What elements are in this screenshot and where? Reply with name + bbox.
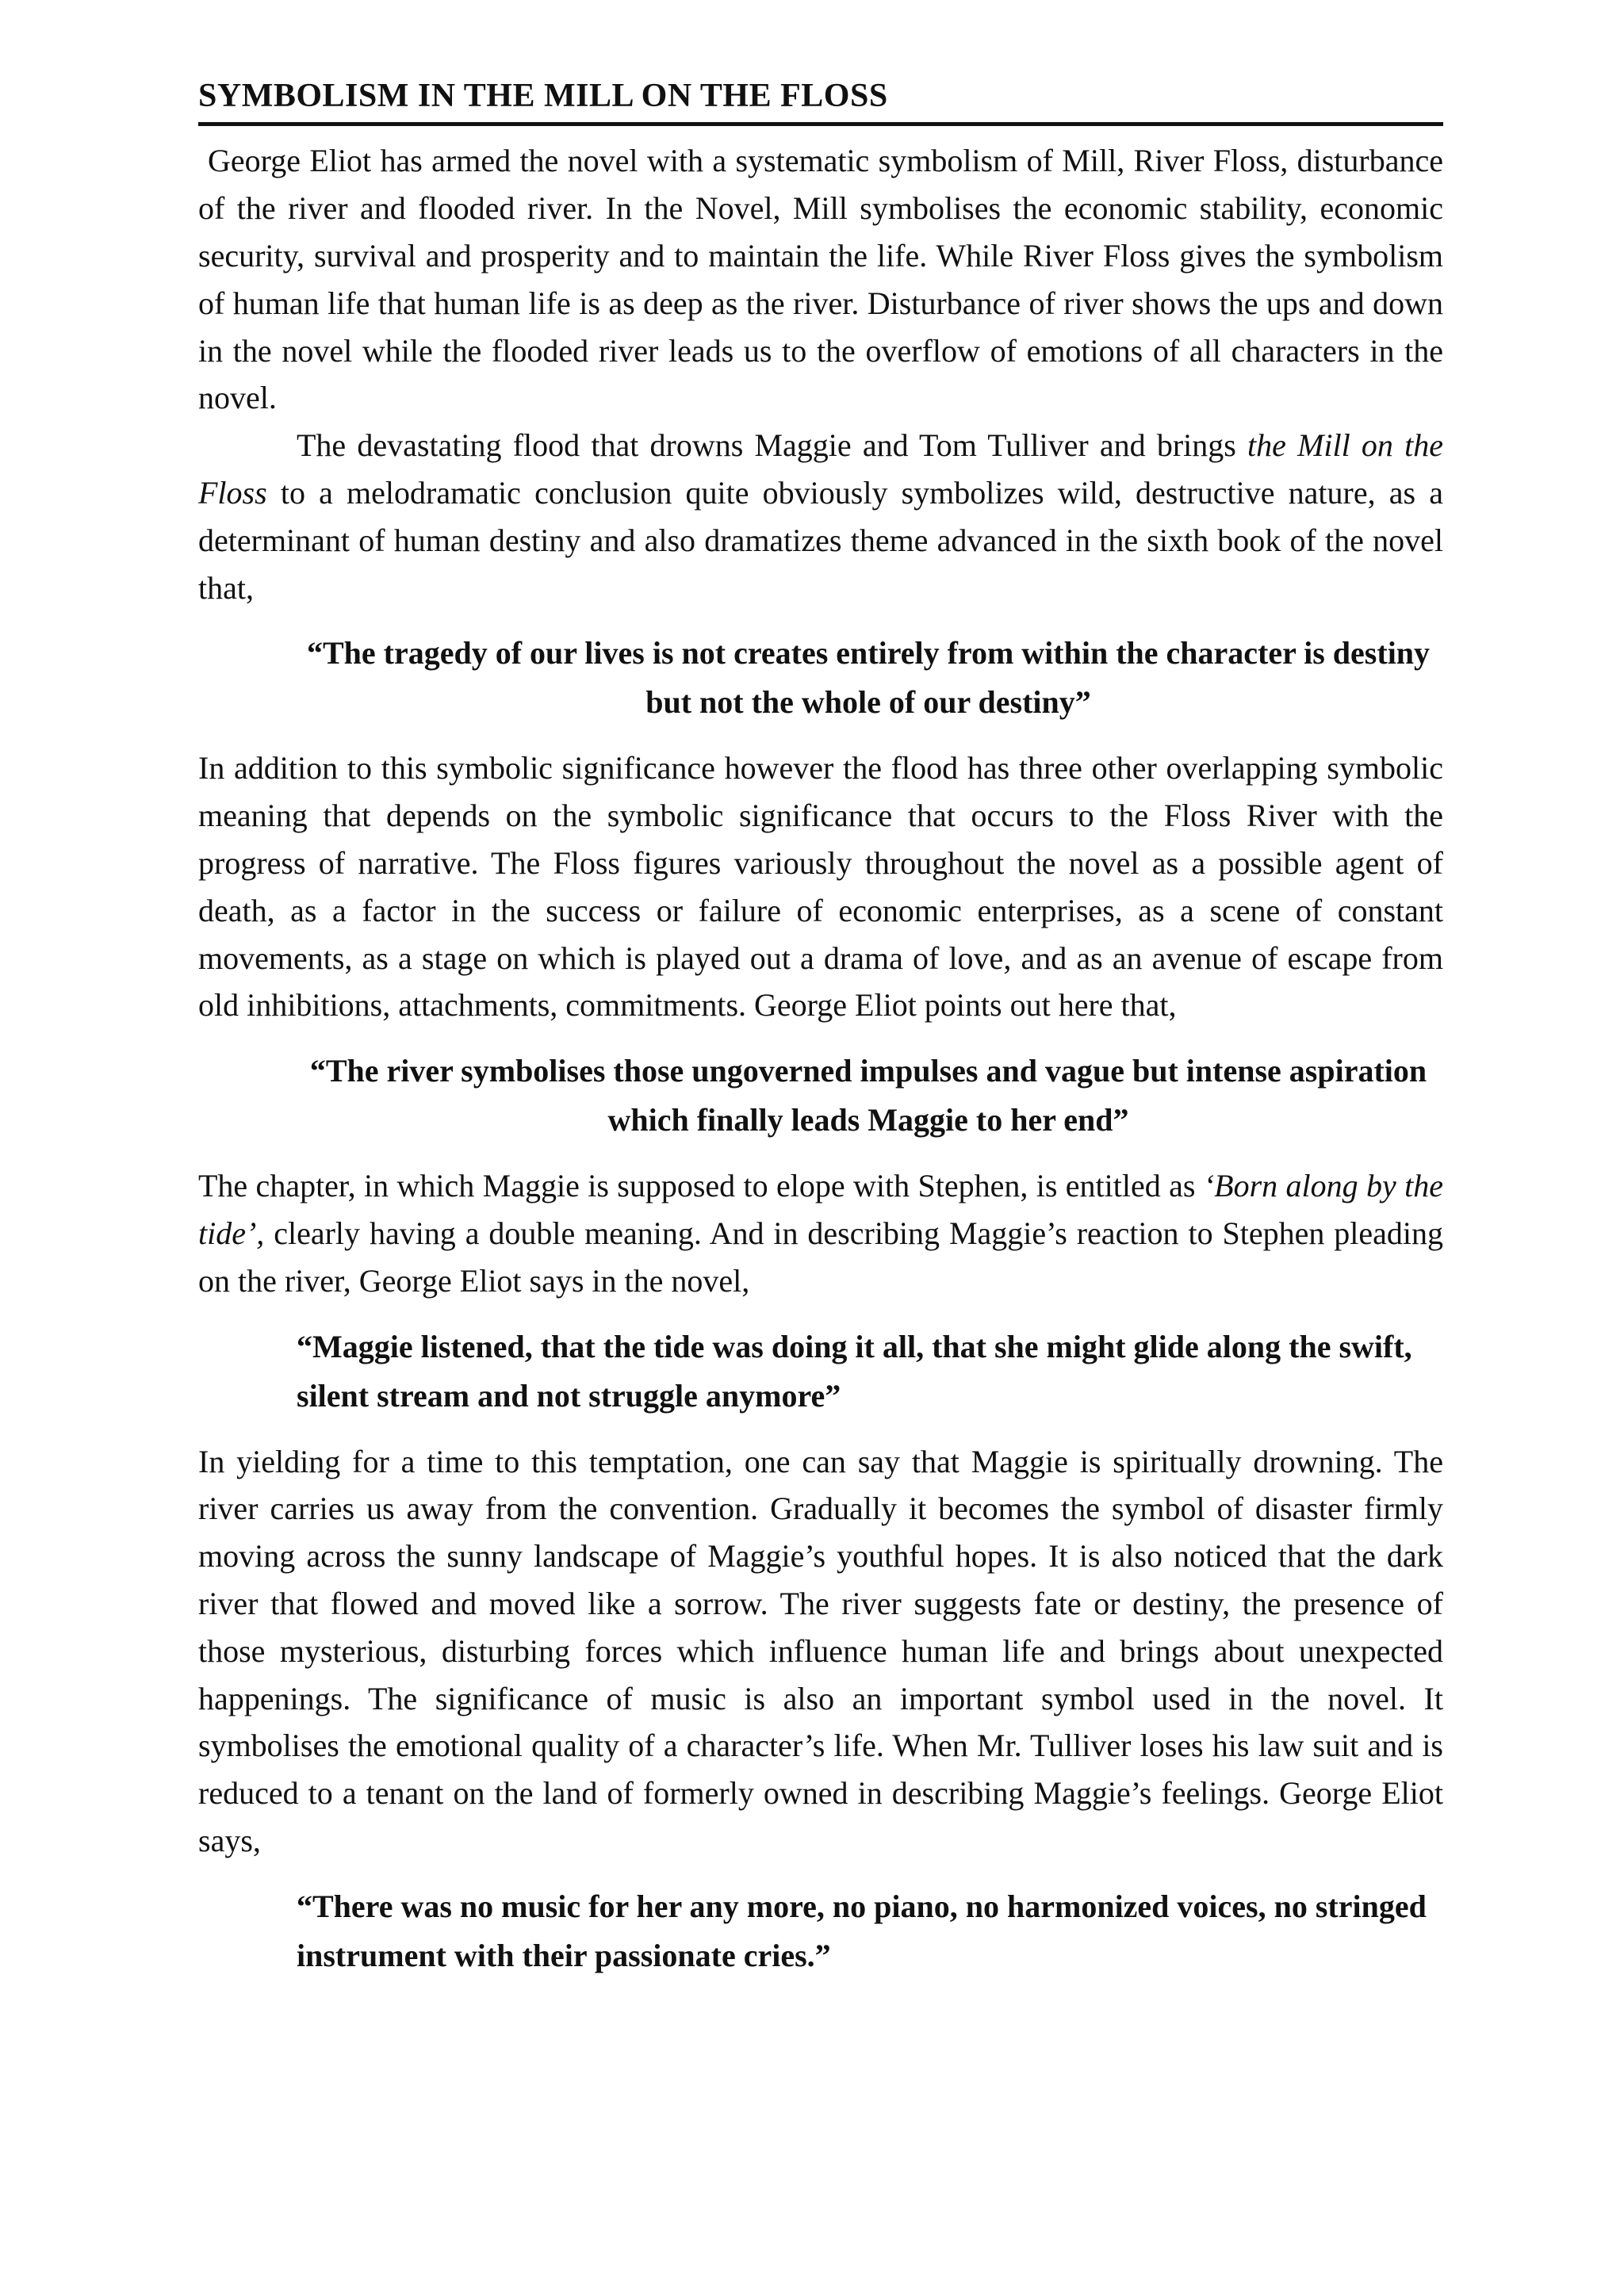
- paragraph-chapter: [198, 1162, 1443, 1304]
- chapter-title-italic: ‘Born along by the tide’,: [198, 1168, 1444, 1251]
- paragraph-intro: George Eliot has armed the novel with a systematic symbolism of Mill, River Floss, disturbance of the river and flooded river. In the Novel, Mill symbolises the economic stability, economic security, survival and prosperity and to maintain the life. While River Floss gives the symbolism of human life that human life is as deep as the river. Disturbance of river shows the ups and down in the novel while the flooded river leads us to the overflow of emotions of all characters in the novel.: [198, 143, 1443, 416]
- quote-maggie-listened: “Maggie listened, that the tide was doing it all, that she might glide along the swift, silent stream and not struggle anymore”: [297, 1328, 1412, 1414]
- paragraph-chapter-text-a: The chapter, in which Maggie is supposed to elope with Stephen, is entitled as: [198, 1168, 1204, 1204]
- paragraph-overlapping-meaning: In addition to this symbolic significance however the flood has three other overlapping symbolic meaning that depends on the symbolic significance that occurs to the Floss River with the progress of narrative. The Floss figures variously throughout the novel as a possible agent of death, as a factor in the success or failure of economic enterprises, as a scene of constant movements, as a stage on which is played out a drama of love, and as an avenue of escape from old inhibitions, attachments, commitments. George Eliot points out here that,: [198, 750, 1443, 1024]
- paragraph-temptation: In yielding for a time to this temptation, one can say that Maggie is spiritually drowning. The river carries us away from the convention. Gradually it becomes the symbol of disaster firmly moving across the sunny landscape of Maggie’s youthful hopes. It is also noticed that the dark river that flowed and moved like a sorrow. The river suggests fate or destiny, the presence of those mysterious, disturbing forces which influence human life and brings about unexpected happenings. The significance of music is also an important symbol used in the novel. It symbolises the emotional quality of a character’s life. When Mr. Tulliver loses his law suit and is reduced to a tenant on the land of formerly owned in describing Maggie’s feelings. George Eliot says,: [198, 1443, 1443, 1858]
- quote-no-music: “There was no music for her any more, no piano, no harmonized voices, no stringed instrument with their passionate cries.”: [297, 1888, 1427, 1973]
- quote-tragedy: “The tragedy of our lives is not creates entirely from within the character is destiny but not the whole of our destiny”: [306, 635, 1431, 721]
- paragraph-flood: [198, 422, 1443, 611]
- quote-river-impulses: “The river symbolises those ungoverned impulses and vague but intense aspiration which finally leads Maggie to her end”: [309, 1053, 1427, 1138]
- paragraph-flood-text-b: to a melodramatic conclusion quite obviously symbolizes wild, destructive nature, as a determinant of human destiny and also dramatizes theme advanced in the sixth book of the novel that,: [198, 474, 1443, 606]
- document-page: [198, 76, 1443, 1998]
- novel-title-italic: the Mill on the Floss: [198, 427, 1443, 511]
- paragraph-flood-text-a: The devastating flood that drowns Maggie and Tom Tulliver and brings: [297, 427, 1248, 464]
- paragraph-chapter-text-b: clearly having a double meaning. And in describing Maggie’s reaction to Stephen pleading on the river, George Eliot says in the novel,: [198, 1215, 1443, 1299]
- page-title: SYMBOLISM IN THE MILL ON THE FLOSS: [198, 76, 1443, 126]
